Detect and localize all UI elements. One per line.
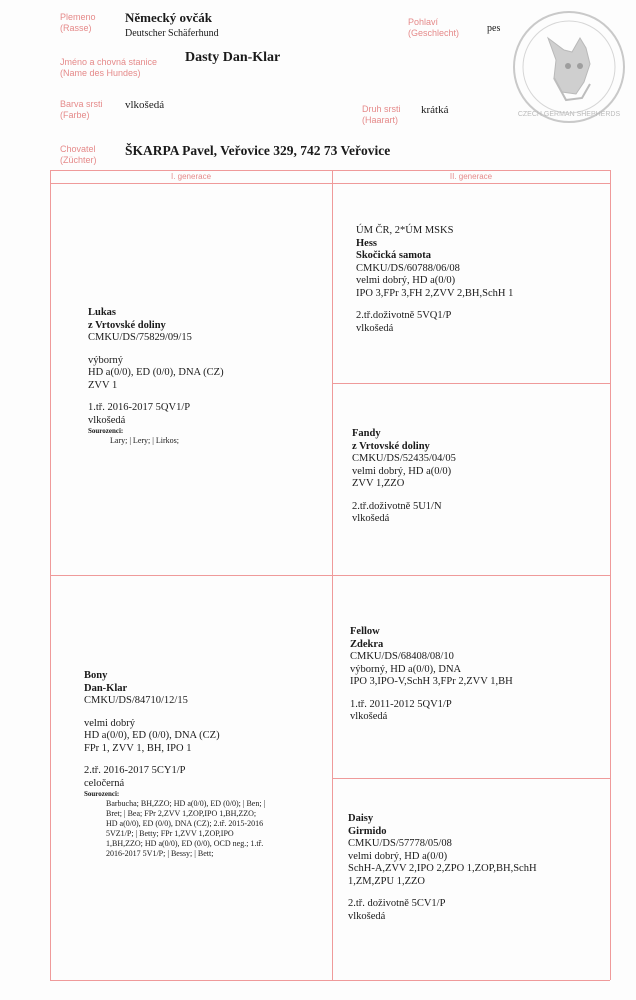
sire-sire-class: 2.tř.doživotně 5VQ1/P	[356, 310, 452, 321]
sire-dam-entry	[352, 428, 456, 526]
sire-sire-detail: velmi dobrý, HD a(0/0)	[356, 275, 456, 286]
breeder-label-de: (Züchter)	[60, 155, 97, 165]
sire-colour: vlkošedá	[88, 414, 126, 426]
dam-dam-entry	[348, 813, 537, 923]
sire-sire-entry	[356, 225, 513, 335]
dam-dam-colour: vlkošedá	[348, 910, 386, 922]
header-divider	[50, 170, 610, 171]
sire-name: Lukas	[88, 307, 117, 318]
dam-detail: FPr 1, ZVV 1, BH, IPO 1	[84, 742, 192, 754]
dam-name: Bony	[84, 670, 108, 681]
dam-sibling-line: Bret; | Bea; FPr 2,ZVV 1,ZOP,IPO 1,BH,ZZO;	[106, 809, 257, 818]
dam-sire-detail: IPO 3,IPO-V,SchH 3,FPr 2,ZVV 1,BH	[350, 676, 513, 687]
sire-kennel: z Vrtovské doliny	[88, 319, 166, 331]
dam-class: 2.tř. 2016-2017 5CY1/P	[84, 765, 186, 776]
dam-parents-divider	[332, 778, 610, 779]
coat-label-cz: Druh srsti	[362, 104, 401, 114]
sire-sire-name: Hess	[356, 237, 377, 249]
sire-dam-divider	[50, 575, 610, 576]
sire-dam-name: Fandy	[352, 428, 381, 439]
breed-de: Deutscher Schäferhund	[125, 28, 219, 39]
dam-dam-detail: 1,ZM,ZPU 1,ZZO	[348, 875, 425, 887]
dam-sire-class: 1.tř. 2011-2012 5QV1/P	[350, 698, 452, 710]
dam-sibling-line: Barbucha; BH,ZZO; HD a(0/0), ED (0/0); | Ben; |	[106, 799, 266, 808]
dam-dam-registration: CMKU/DS/57778/05/08	[348, 838, 452, 849]
sex-label-de: (Geschlecht)	[408, 28, 460, 38]
dam-dam-detail: SchH-A,ZVV 2,IPO 2,ZPO 1,ZOP,BH,SchH	[348, 863, 537, 874]
colour-label-cz: Barva srsti	[60, 99, 103, 109]
generation-divider	[50, 183, 610, 184]
dam-siblings-label: Sourozenci:	[84, 790, 120, 798]
dam-sibling-line: 5VZ1/P; | Betty; FPr 1,ZVV 1,ZOP,IPO	[106, 829, 234, 838]
breeder-label	[60, 144, 97, 166]
right-border	[610, 170, 611, 980]
dam-dam-name: Daisy	[348, 813, 374, 824]
sire-dam-detail: ZVV 1,ZZO	[352, 478, 405, 489]
sire-dam-detail: velmi dobrý, HD a(0/0)	[352, 465, 452, 477]
sire-dam-colour: vlkošedá	[352, 513, 390, 524]
dam-siblings	[84, 799, 265, 859]
dam-detail: velmi dobrý	[84, 717, 136, 729]
coat-value: krátká	[421, 104, 449, 116]
sire-entry	[88, 307, 224, 446]
sire-siblings-label: Sourozenci:	[88, 427, 124, 435]
colour-value: vlkošedá	[125, 99, 165, 111]
coat-label-de: (Haarart)	[362, 115, 399, 125]
dam-detail: HD a(0/0), ED (0/0), DNA (CZ)	[84, 730, 220, 741]
sire-detail: výborný	[88, 354, 123, 366]
breed-cz: Německý ovčák	[125, 10, 213, 25]
sex-label-cz: Pohlaví	[408, 17, 439, 27]
dam-sire-entry	[350, 626, 513, 724]
sire-dam-kennel: z Vrtovské doliny	[352, 440, 430, 452]
dam-sibling-line: HD a(0/0), ED (0/0), DNA (CZ); 2.tř. 2015-2016	[106, 819, 264, 828]
breeder-label-cz: Chovatel	[60, 144, 96, 154]
generation-two-label: II. generace	[449, 172, 493, 181]
breeder-value: ŠKARPA Pavel, Veřovice 329, 742 73 Veřovice	[125, 143, 391, 158]
sire-dam-registration: CMKU/DS/52435/04/05	[352, 453, 456, 464]
colour-label	[60, 99, 103, 121]
german-shepherd-head-icon	[510, 8, 628, 126]
dam-entry	[84, 670, 265, 859]
dog-name-label	[60, 57, 157, 79]
sire-sire-registration: CMKU/DS/60788/06/08	[356, 262, 460, 274]
dog-name-label-cz: Jméno a chovná stanice	[60, 57, 158, 67]
bottom-border	[50, 980, 610, 981]
dam-sire-colour: vlkošedá	[350, 711, 388, 722]
generation-one-label: I. generace	[170, 172, 212, 181]
colour-label-de: (Farbe)	[60, 110, 90, 120]
breed-label-cz: Plemeno	[60, 12, 96, 22]
dam-sire-detail: výborný, HD a(0/0), DNA	[350, 663, 462, 675]
sire-detail: HD a(0/0), ED (0/0), DNA (CZ)	[88, 367, 224, 378]
sire-detail: ZVV 1	[88, 379, 118, 391]
logo-text: CZECH GERMAN SHEPHERDS	[517, 111, 621, 118]
dam-sire-name: Fellow	[350, 626, 380, 637]
sire-sire-titles: ÚM ČR, 2*ÚM MSKS	[356, 225, 454, 236]
breed-label-de: (Rasse)	[60, 23, 92, 33]
dam-dam-detail: velmi dobrý, HD a(0/0)	[348, 850, 448, 862]
dam-dam-class: 2.tř. doživotně 5CV1/P	[348, 898, 446, 909]
dam-kennel: Dan-Klar	[84, 682, 128, 694]
sire-parents-divider	[332, 383, 610, 384]
coat-label	[362, 104, 401, 126]
dam-sire-kennel: Zdekra	[350, 638, 384, 650]
sire-siblings: Lary; | Lery; | Lirkos;	[110, 436, 179, 445]
dog-name: Dasty Dan-Klar	[185, 50, 281, 65]
sire-sire-colour: vlkošedá	[356, 322, 394, 334]
dam-sibling-line: 2016-2017 5V1/P; | Bessy; | Bett;	[106, 849, 214, 858]
sire-sire-detail: IPO 3,FPr 3,FH 2,ZVV 2,BH,SchH 1	[356, 287, 514, 299]
sire-sire-kennel: Skočická samota	[356, 250, 431, 261]
dam-registration: CMKU/DS/84710/12/15	[84, 695, 188, 706]
dam-sibling-line: 1,BH,ZZO; HD a(0/0), ED (0/0), OCD neg.; 1.tř.	[106, 839, 264, 848]
dog-name-label-de: (Name des Hundes)	[60, 68, 141, 78]
dam-dam-kennel: Girmido	[348, 825, 387, 837]
sire-dam-class: 2.tř.doživotně 5U1/N	[352, 500, 442, 512]
sex-value: pes	[487, 23, 501, 34]
sex-label	[408, 17, 459, 39]
sire-class: 1.tř. 2016-2017 5QV1/P	[88, 402, 191, 413]
breed-label	[60, 12, 96, 34]
dam-sire-registration: CMKU/DS/68408/08/10	[350, 651, 454, 662]
sire-registration: CMKU/DS/75829/09/15	[88, 332, 192, 343]
dam-colour: celočerná	[84, 777, 125, 789]
